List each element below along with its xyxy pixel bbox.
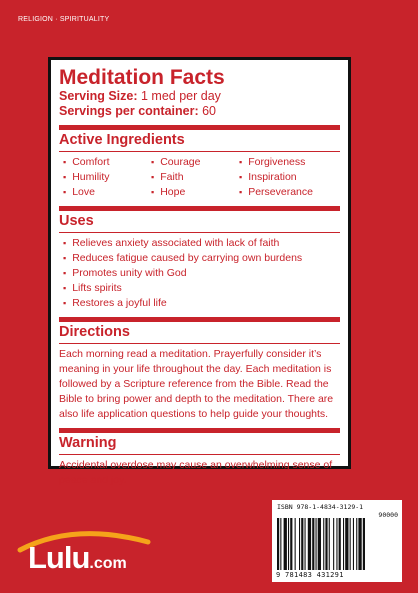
use-item: ▪ Lifts spirits <box>63 281 340 296</box>
servings-value: 60 <box>202 104 217 118</box>
active-ingredients-heading: Active Ingredients <box>59 132 185 148</box>
logo-wordmark <box>28 540 127 576</box>
uses-heading: Uses <box>59 213 94 229</box>
logo-suffix: .com <box>89 555 127 572</box>
serving-size <box>59 89 340 104</box>
divider <box>59 232 340 233</box>
warning-heading: Warning <box>59 435 117 451</box>
use-item: ▪ Restores a joyful life <box>63 296 340 311</box>
divider <box>59 454 340 455</box>
ingredient-item: ▪ Inspiration <box>239 170 349 185</box>
use-item: ▪ Reduces fatigue caused by carrying own burdens <box>63 251 340 266</box>
barcode-icon <box>276 518 398 570</box>
serving-size-value: 1 med per day <box>140 89 221 103</box>
isbn-text: ISBN 978-1-4834-3129-1 <box>277 503 364 511</box>
ingredients-list <box>63 155 340 200</box>
ingredient-item: ▪ Perseverance <box>239 185 349 200</box>
ingredient-item: ▪ Comfort <box>63 155 151 170</box>
lulu-logo <box>14 526 154 586</box>
barcode-digits: 9 781483 431291 <box>276 571 344 579</box>
logo-brand: Lulu <box>28 540 90 575</box>
servings-label: Servings per container: <box>59 104 199 118</box>
warning-text: Accidental overdose may cause an overwhelming sense of peace and joy. <box>59 459 333 486</box>
directions-text: Each morning read a meditation. Prayerfully consider it’s meaning in your life throughout the day. Each meditation is followed by a Scripture reference from the Bible. Read the Bible to bring power and depth to the meditation. There are also life application questions to help guide your thoughts. <box>59 348 334 420</box>
ingredient-item: ▪ Faith <box>151 170 239 185</box>
use-item: ▪ Relieves anxiety associated with lack of faith <box>63 236 340 251</box>
ingredient-item: ▪ Love <box>63 185 151 200</box>
directions-heading: Directions <box>59 324 130 340</box>
ingredient-item: ▪ Hope <box>151 185 239 200</box>
uses-list <box>59 236 340 311</box>
divider <box>59 317 340 322</box>
servings-per-container <box>59 104 340 119</box>
divider <box>59 206 340 211</box>
ingredient-item: ▪ Forgiveness <box>239 155 349 170</box>
ingredient-item: ▪ Courage <box>151 155 239 170</box>
divider <box>59 151 340 152</box>
category-label: RELIGION · SPIRITUALITY <box>18 16 110 23</box>
serving-size-label: Serving Size: <box>59 89 138 103</box>
ingredient-item: ▪ Humility <box>63 170 151 185</box>
facts-panel <box>48 57 351 486</box>
barcode-panel <box>272 500 402 582</box>
panel-title: Meditation Facts <box>59 66 225 89</box>
divider <box>59 125 340 130</box>
use-item: ▪ Promotes unity with God <box>63 266 340 281</box>
price-code: 90000 <box>378 511 398 519</box>
divider <box>59 343 340 344</box>
divider <box>59 428 340 433</box>
